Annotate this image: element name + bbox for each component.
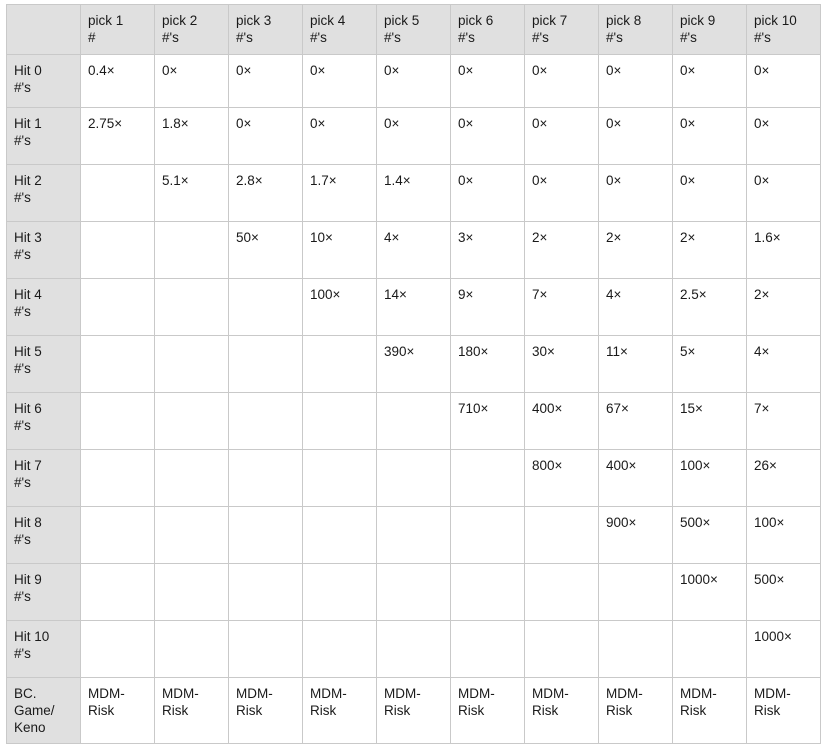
payout-cell bbox=[229, 221, 303, 278]
row-header-hit-5 bbox=[7, 335, 81, 392]
payout-cell bbox=[525, 164, 599, 221]
payout-cell bbox=[599, 54, 673, 107]
payout-cell bbox=[599, 620, 673, 677]
row-header-line2: #'s bbox=[14, 189, 31, 205]
payout-value: 15× bbox=[680, 400, 703, 416]
payout-cell bbox=[303, 335, 377, 392]
risk-mode-cell bbox=[451, 677, 525, 744]
payout-cell bbox=[673, 563, 747, 620]
payout-cell bbox=[229, 278, 303, 335]
payout-cell bbox=[525, 278, 599, 335]
row-header-line1: Hit 7 bbox=[14, 457, 42, 473]
payout-value: 1.8× bbox=[162, 115, 189, 131]
payout-value: 0.4× bbox=[88, 62, 115, 78]
table-row bbox=[7, 107, 821, 164]
risk-mode-line2: Risk bbox=[606, 702, 633, 718]
payout-cell bbox=[155, 506, 229, 563]
payout-cell bbox=[229, 620, 303, 677]
payout-value: 0× bbox=[532, 115, 548, 131]
payout-value: 500× bbox=[680, 514, 711, 530]
payout-cell bbox=[525, 620, 599, 677]
risk-mode-line1: MDM- bbox=[384, 685, 421, 701]
payout-value: 0× bbox=[458, 172, 474, 188]
payout-cell bbox=[81, 392, 155, 449]
payout-value: 0× bbox=[532, 172, 548, 188]
payout-value: 0× bbox=[606, 62, 622, 78]
payout-cell bbox=[673, 335, 747, 392]
row-header-line2: #'s bbox=[14, 474, 31, 490]
risk-mode-line1: MDM- bbox=[310, 685, 347, 701]
row-header-line1: Hit 8 bbox=[14, 514, 42, 530]
payout-value: 50× bbox=[236, 229, 259, 245]
column-header-pick-9 bbox=[673, 5, 747, 55]
payout-value: 0× bbox=[754, 62, 770, 78]
payout-value: 10× bbox=[310, 229, 333, 245]
row-header-hit-4 bbox=[7, 278, 81, 335]
payout-cell bbox=[451, 620, 525, 677]
table-row bbox=[7, 506, 821, 563]
risk-mode-line1: MDM- bbox=[532, 685, 569, 701]
payout-value: 1.4× bbox=[384, 172, 411, 188]
payout-cell bbox=[599, 107, 673, 164]
column-header-pick-1 bbox=[81, 5, 155, 55]
column-header-line2: #'s bbox=[606, 30, 623, 46]
column-header-line2: # bbox=[88, 30, 96, 46]
payout-cell bbox=[747, 164, 821, 221]
payout-cell bbox=[229, 164, 303, 221]
column-header-pick-8 bbox=[599, 5, 673, 55]
payout-cell bbox=[155, 392, 229, 449]
column-header-line2: #'s bbox=[310, 30, 327, 46]
payout-value: 390× bbox=[384, 343, 415, 359]
payout-cell bbox=[673, 54, 747, 107]
payout-cell bbox=[81, 620, 155, 677]
payout-value: 3× bbox=[458, 229, 474, 245]
table-row bbox=[7, 221, 821, 278]
payout-value: 1000× bbox=[680, 571, 718, 587]
column-header-line1: pick 4 bbox=[310, 13, 346, 28]
payout-cell bbox=[155, 335, 229, 392]
payout-value: 0× bbox=[236, 115, 252, 131]
risk-mode-line1: MDM- bbox=[680, 685, 717, 701]
payout-value: 400× bbox=[606, 457, 637, 473]
column-header-line1: pick 7 bbox=[532, 13, 568, 28]
payout-value: 800× bbox=[532, 457, 563, 473]
payout-cell bbox=[747, 506, 821, 563]
table-row bbox=[7, 563, 821, 620]
row-header-line1: Hit 9 bbox=[14, 571, 42, 587]
payout-value: 5× bbox=[680, 343, 696, 359]
payout-value: 0× bbox=[532, 62, 548, 78]
column-header-pick-7 bbox=[525, 5, 599, 55]
risk-mode-line1: MDM- bbox=[236, 685, 273, 701]
risk-mode-line2: Risk bbox=[680, 702, 707, 718]
payout-value: 1000× bbox=[754, 628, 792, 644]
payout-value: 0× bbox=[384, 62, 400, 78]
row-header-line2: #'s bbox=[14, 645, 31, 661]
row-header-line1: Hit 6 bbox=[14, 400, 42, 416]
payout-value: 67× bbox=[606, 400, 629, 416]
column-header-line1: pick 9 bbox=[680, 13, 716, 28]
risk-mode-line1: MDM- bbox=[606, 685, 643, 701]
column-header-line1: pick 10 bbox=[754, 13, 797, 28]
risk-mode-line1: MDM- bbox=[458, 685, 495, 701]
payout-value: 0× bbox=[236, 62, 252, 78]
payout-cell bbox=[673, 392, 747, 449]
payout-cell bbox=[229, 335, 303, 392]
risk-mode-line2: Risk bbox=[88, 702, 115, 718]
payout-cell bbox=[377, 335, 451, 392]
payout-cell bbox=[747, 221, 821, 278]
risk-mode-cell bbox=[303, 677, 377, 744]
risk-mode-cell bbox=[81, 677, 155, 744]
payout-value: 2.8× bbox=[236, 172, 263, 188]
column-header-line2: #'s bbox=[236, 30, 253, 46]
payout-value: 0× bbox=[680, 172, 696, 188]
payout-value: 0× bbox=[310, 62, 326, 78]
payout-cell bbox=[599, 278, 673, 335]
column-header-pick-2 bbox=[155, 5, 229, 55]
column-header-pick-3 bbox=[229, 5, 303, 55]
row-header-hit-0 bbox=[7, 54, 81, 107]
payout-cell bbox=[81, 449, 155, 506]
column-header-line1: pick 2 bbox=[162, 13, 198, 28]
payout-cell bbox=[451, 449, 525, 506]
payout-cell bbox=[673, 221, 747, 278]
payout-cell bbox=[229, 563, 303, 620]
payout-value: 4× bbox=[754, 343, 770, 359]
payout-cell bbox=[155, 54, 229, 107]
table-corner-cell bbox=[7, 5, 81, 55]
row-header-line2: #'s bbox=[14, 79, 31, 95]
payout-value: 7× bbox=[532, 286, 548, 302]
column-header-line2: #'s bbox=[162, 30, 179, 46]
row-header-line2: #'s bbox=[14, 531, 31, 547]
payout-cell bbox=[599, 392, 673, 449]
payout-value: 0× bbox=[310, 115, 326, 131]
table-row bbox=[7, 278, 821, 335]
payout-cell bbox=[673, 278, 747, 335]
payout-value: 0× bbox=[458, 62, 474, 78]
row-header-hit-8 bbox=[7, 506, 81, 563]
column-header-pick-6 bbox=[451, 5, 525, 55]
payout-cell bbox=[303, 506, 377, 563]
row-header-line1: Hit 1 bbox=[14, 115, 42, 131]
payout-cell bbox=[377, 620, 451, 677]
payout-cell bbox=[155, 164, 229, 221]
payout-cell bbox=[81, 278, 155, 335]
row-header-hit-2 bbox=[7, 164, 81, 221]
payout-cell bbox=[673, 107, 747, 164]
payout-cell bbox=[229, 54, 303, 107]
payout-cell bbox=[155, 620, 229, 677]
row-header-line1: Hit 3 bbox=[14, 229, 42, 245]
payout-cell bbox=[673, 620, 747, 677]
payout-cell bbox=[525, 506, 599, 563]
row-header-hit-10 bbox=[7, 620, 81, 677]
row-header-hit-3 bbox=[7, 221, 81, 278]
row-header-line2: #'s bbox=[14, 417, 31, 433]
column-header-line2: #'s bbox=[384, 30, 401, 46]
payout-cell bbox=[377, 221, 451, 278]
payout-value: 500× bbox=[754, 571, 785, 587]
payout-cell bbox=[599, 221, 673, 278]
row-header-hit-6 bbox=[7, 392, 81, 449]
column-header-line1: pick 1 bbox=[88, 13, 124, 28]
payout-value: 2× bbox=[606, 229, 622, 245]
payout-value: 900× bbox=[606, 514, 637, 530]
payout-value: 30× bbox=[532, 343, 555, 359]
payout-cell bbox=[303, 221, 377, 278]
payout-cell bbox=[451, 506, 525, 563]
column-header-line1: pick 3 bbox=[236, 13, 272, 28]
payout-cell bbox=[303, 620, 377, 677]
payout-cell bbox=[525, 392, 599, 449]
payout-cell bbox=[451, 278, 525, 335]
payout-cell bbox=[599, 335, 673, 392]
column-header-line1: pick 6 bbox=[458, 13, 494, 28]
payout-value: 2× bbox=[680, 229, 696, 245]
payout-value: 0× bbox=[754, 115, 770, 131]
payout-cell bbox=[377, 54, 451, 107]
payout-cell bbox=[599, 563, 673, 620]
payout-value: 0× bbox=[680, 115, 696, 131]
payout-cell bbox=[81, 563, 155, 620]
payout-cell bbox=[525, 449, 599, 506]
risk-mode-cell bbox=[525, 677, 599, 744]
row-header-line3: Keno bbox=[14, 720, 46, 736]
payout-cell bbox=[377, 164, 451, 221]
payout-value: 1.6× bbox=[754, 229, 781, 245]
column-header-pick-4 bbox=[303, 5, 377, 55]
risk-mode-line2: Risk bbox=[754, 702, 781, 718]
row-header-hit-7 bbox=[7, 449, 81, 506]
risk-mode-line1: MDM- bbox=[88, 685, 125, 701]
payout-cell bbox=[747, 449, 821, 506]
risk-mode-line2: Risk bbox=[310, 702, 337, 718]
payout-value: 7× bbox=[754, 400, 770, 416]
payout-cell bbox=[599, 506, 673, 563]
payout-cell bbox=[525, 107, 599, 164]
payout-cell bbox=[747, 620, 821, 677]
payout-cell bbox=[377, 278, 451, 335]
payout-value: 9× bbox=[458, 286, 474, 302]
payout-cell bbox=[673, 506, 747, 563]
payout-value: 4× bbox=[384, 229, 400, 245]
payout-value: 11× bbox=[606, 343, 628, 359]
payout-value: 4× bbox=[606, 286, 622, 302]
column-header-line2: #'s bbox=[458, 30, 475, 46]
payout-value: 710× bbox=[458, 400, 489, 416]
payout-value: 0× bbox=[606, 115, 622, 131]
payout-cell bbox=[747, 335, 821, 392]
table-row bbox=[7, 54, 821, 107]
column-header-line1: pick 5 bbox=[384, 13, 420, 28]
risk-mode-cell bbox=[599, 677, 673, 744]
risk-mode-cell bbox=[155, 677, 229, 744]
payout-value: 5.1× bbox=[162, 172, 189, 188]
payout-cell bbox=[525, 563, 599, 620]
risk-mode-line1: MDM- bbox=[162, 685, 199, 701]
payout-cell bbox=[155, 449, 229, 506]
payout-cell bbox=[81, 164, 155, 221]
payout-cell bbox=[451, 164, 525, 221]
payout-cell bbox=[155, 278, 229, 335]
payout-cell bbox=[673, 449, 747, 506]
table-row bbox=[7, 164, 821, 221]
table-row bbox=[7, 335, 821, 392]
row-header-line1: Hit 2 bbox=[14, 172, 42, 188]
payout-cell bbox=[747, 563, 821, 620]
table-header-row bbox=[7, 5, 821, 55]
payout-cell bbox=[747, 54, 821, 107]
payout-cell bbox=[451, 54, 525, 107]
row-header-line1: Hit 10 bbox=[14, 628, 50, 644]
payout-cell bbox=[525, 335, 599, 392]
payout-value: 26× bbox=[754, 457, 777, 473]
payout-cell bbox=[451, 392, 525, 449]
keno-paytable bbox=[6, 4, 821, 744]
payout-cell bbox=[673, 164, 747, 221]
payout-cell bbox=[377, 449, 451, 506]
row-header-line1: Hit 4 bbox=[14, 286, 42, 302]
column-header-line2: #'s bbox=[532, 30, 549, 46]
payout-cell bbox=[599, 449, 673, 506]
payout-value: 2× bbox=[754, 286, 770, 302]
payout-cell bbox=[229, 506, 303, 563]
payout-value: 400× bbox=[532, 400, 563, 416]
payout-cell bbox=[229, 107, 303, 164]
payout-cell bbox=[747, 392, 821, 449]
risk-mode-line1: MDM- bbox=[754, 685, 791, 701]
table-row bbox=[7, 620, 821, 677]
payout-value: 2.75× bbox=[88, 115, 123, 131]
risk-mode-cell bbox=[747, 677, 821, 744]
row-header-line2: Game/ bbox=[14, 702, 55, 718]
payout-cell bbox=[303, 278, 377, 335]
row-header-line1: Hit 5 bbox=[14, 343, 42, 359]
payout-cell bbox=[303, 164, 377, 221]
payout-cell bbox=[377, 107, 451, 164]
payout-value: 100× bbox=[680, 457, 711, 473]
row-header-line2: #'s bbox=[14, 588, 31, 604]
payout-cell bbox=[451, 563, 525, 620]
row-header-line2: #'s bbox=[14, 303, 31, 319]
row-header-line2: #'s bbox=[14, 246, 31, 262]
row-header-source bbox=[7, 677, 81, 744]
payout-cell bbox=[81, 506, 155, 563]
risk-mode-line2: Risk bbox=[162, 702, 189, 718]
payout-cell bbox=[451, 335, 525, 392]
risk-mode-cell bbox=[377, 677, 451, 744]
payout-cell bbox=[229, 449, 303, 506]
payout-cell bbox=[451, 221, 525, 278]
risk-mode-cell bbox=[673, 677, 747, 744]
payout-cell bbox=[155, 221, 229, 278]
payout-cell bbox=[81, 54, 155, 107]
payout-cell bbox=[303, 107, 377, 164]
payout-cell bbox=[377, 392, 451, 449]
row-header-hit-9 bbox=[7, 563, 81, 620]
payout-value: 0× bbox=[680, 62, 696, 78]
column-header-line1: pick 8 bbox=[606, 13, 642, 28]
payout-cell bbox=[451, 107, 525, 164]
risk-mode-line2: Risk bbox=[384, 702, 411, 718]
payout-cell bbox=[377, 563, 451, 620]
payout-cell bbox=[747, 278, 821, 335]
payout-value: 14× bbox=[384, 286, 407, 302]
column-header-pick-5 bbox=[377, 5, 451, 55]
row-header-line2: #'s bbox=[14, 360, 31, 376]
row-header-hit-1 bbox=[7, 107, 81, 164]
payout-value: 0× bbox=[458, 115, 474, 131]
column-header-line2: #'s bbox=[680, 30, 697, 46]
payout-value: 100× bbox=[754, 514, 785, 530]
payout-cell bbox=[155, 563, 229, 620]
payout-value: 2.5× bbox=[680, 286, 707, 302]
table-footer-row bbox=[7, 677, 821, 744]
row-header-line1: BC. bbox=[14, 685, 37, 701]
payout-cell bbox=[525, 221, 599, 278]
payout-cell bbox=[81, 221, 155, 278]
payout-value: 0× bbox=[162, 62, 178, 78]
payout-cell bbox=[303, 392, 377, 449]
table-row bbox=[7, 392, 821, 449]
payout-cell bbox=[303, 449, 377, 506]
table-row bbox=[7, 449, 821, 506]
risk-mode-line2: Risk bbox=[458, 702, 485, 718]
payout-cell bbox=[155, 107, 229, 164]
payout-cell bbox=[525, 54, 599, 107]
payout-cell bbox=[81, 107, 155, 164]
risk-mode-line2: Risk bbox=[236, 702, 263, 718]
payout-cell bbox=[229, 392, 303, 449]
risk-mode-cell bbox=[229, 677, 303, 744]
payout-value: 0× bbox=[384, 115, 400, 131]
payout-value: 180× bbox=[458, 343, 489, 359]
payout-cell bbox=[303, 563, 377, 620]
risk-mode-line2: Risk bbox=[532, 702, 559, 718]
payout-value: 2× bbox=[532, 229, 548, 245]
payout-cell bbox=[377, 506, 451, 563]
payout-value: 100× bbox=[310, 286, 341, 302]
row-header-line2: #'s bbox=[14, 132, 31, 148]
payout-cell bbox=[599, 164, 673, 221]
payout-value: 0× bbox=[754, 172, 770, 188]
column-header-pick-10 bbox=[747, 5, 821, 55]
row-header-line1: Hit 0 bbox=[14, 62, 42, 78]
payout-value: 0× bbox=[606, 172, 622, 188]
column-header-line2: #'s bbox=[754, 30, 771, 46]
payout-value: 1.7× bbox=[310, 172, 337, 188]
payout-cell bbox=[303, 54, 377, 107]
payout-cell bbox=[81, 335, 155, 392]
payout-cell bbox=[747, 107, 821, 164]
